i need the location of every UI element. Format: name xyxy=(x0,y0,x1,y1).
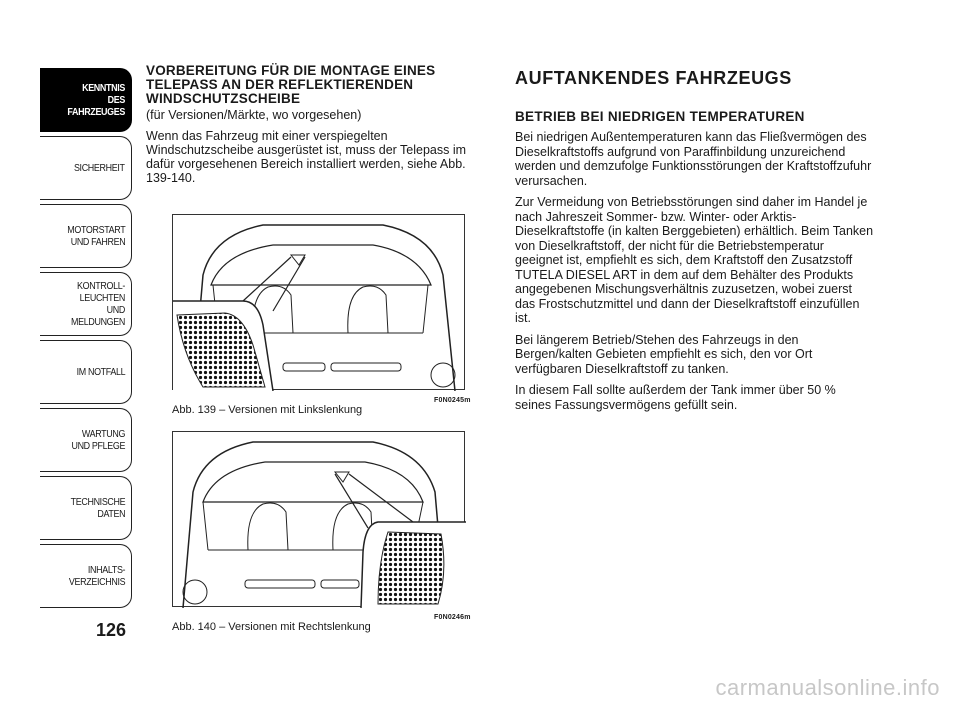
tab-kontrollleuchten[interactable]: KONTROLL- LEUCHTEN UND MELDUNGEN xyxy=(40,272,132,336)
page-number: 126 xyxy=(95,620,126,640)
body-paragraph: Zur Vermeidung von Betriebsstörungen sind daher im Handel je nach Jahreszeit Sommer- bzw. Winter- oder Arktis-Dieselkraftstoffe (in kalten Berggebieten) erhältlich. Beim Tanken von Dieselkraftstoff, der nicht für die Betriebstemperatur geeignet ist, empfiehlt es sich, dem Kraftstoff den Zusatzstoff TUTELA DIESEL ART in dem auf dem Behälter des Produkts angegebenen Mischungsverhältnis zuzusetzen, wobei zuerst das Frostschutzmittel und dann der Dieselkraftstoff einzufüllen ist. xyxy=(515,195,874,325)
telepass-subnote: (für Versionen/Märkte, wo vorgesehen) xyxy=(146,108,362,122)
left-column xyxy=(146,64,492,191)
telepass-heading: VORBEREITUNG FÜR DIE MONTAGE EINES TELEPASS AN DER REFLEKTIERENDEN WINDSCHUTZSCHEIBE xyxy=(146,63,436,106)
body-paragraph: Bei niedrigen Außentemperaturen kann das Fließvermögen des Dieselkraftstoffs aufgrund von Paraffinbildung unzureichend werden und demzufolge Funktionsstörungen der Kraftstoffzufuhr verursachen. xyxy=(515,130,872,188)
figure-140-caption: Abb. 140 – Versionen mit Rechtslenkung xyxy=(172,621,371,633)
body-paragraph: Bei längerem Betrieb/Stehen des Fahrzeugs in den Bergen/kalten Gebieten empfiehlt es sich, den vor Ort verfügbaren Dieselkraftstoff zu tanken. xyxy=(515,332,813,376)
body-paragraph: In diesem Fall sollte außerdem der Tank immer über 50 % seines Fassungsvermögens gefüllt sein. xyxy=(515,383,836,412)
watermark: carmanualsonline.info xyxy=(715,675,940,700)
figure-139-caption: Abb. 139 – Versionen mit Linkslenkung xyxy=(172,404,363,416)
tab-kenntnis[interactable]: KENNTNIS DES FAHRZEUGES xyxy=(40,68,132,132)
tab-wartung[interactable]: WARTUNG UND PFLEGE xyxy=(40,408,132,472)
telepass-paragraph: Wenn das Fahrzeug mit einer verspiegelten Windschutzscheibe ausgerüstet ist, muss der Telepass im dafür vorgesehenen Bereich installiert werden, siehe Abb. 139-140. xyxy=(146,129,467,185)
tab-inhaltsverzeichnis[interactable]: INHALTS- VERZEICHNIS xyxy=(40,544,132,608)
tab-motorstart[interactable]: MOTORSTART UND FAHREN xyxy=(40,204,132,268)
right-column xyxy=(515,68,875,419)
figure-140-code: F0N0246m xyxy=(434,614,471,621)
refueling-title: AUFTANKENDES FAHRZEUGS xyxy=(515,68,792,88)
figure-139-code: F0N0245m xyxy=(434,397,471,404)
tab-sicherheit[interactable]: SICHERHEIT xyxy=(40,136,132,200)
chapter-tabs xyxy=(40,68,132,612)
figure-140-illustration xyxy=(172,431,465,607)
figure-139-illustration xyxy=(172,214,465,390)
tab-notfall[interactable]: IM NOTFALL xyxy=(40,340,132,404)
tab-technische-daten[interactable]: TECHNISCHE DATEN xyxy=(40,476,132,540)
low-temperature-subtitle: BETRIEB BEI NIEDRIGEN TEMPERATUREN xyxy=(515,109,805,124)
